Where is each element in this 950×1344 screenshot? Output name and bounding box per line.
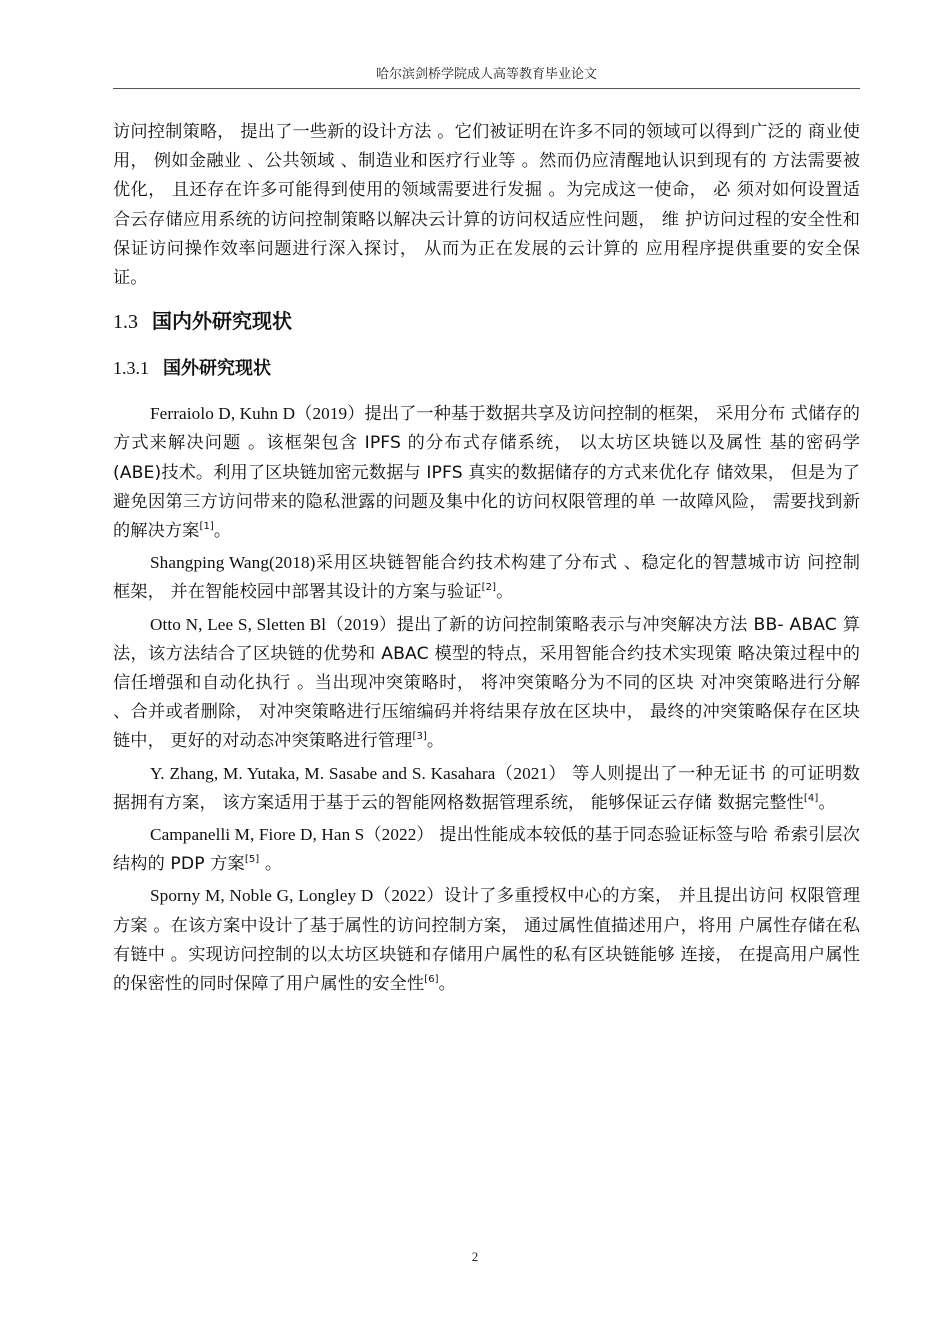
body-paragraph: [113, 548, 860, 607]
citation-marker: [2]: [481, 582, 497, 594]
paragraph-end: 。: [213, 521, 232, 542]
body-paragraph: [113, 759, 860, 818]
paragraph-authors: Otto N, Lee S, Sletten Bl（2019）: [150, 614, 397, 634]
citation-marker: [3]: [412, 731, 427, 743]
paragraph-text: 采用区块链智能合约技术构建了分布式 、稳定化的智慧城市访 问控制框架， 并在智能校园中部署其设计的方案与验证: [113, 553, 860, 603]
page-number: 2: [471, 1249, 479, 1264]
body-paragraph: [113, 881, 860, 999]
paragraph-text: 提出了新的访问控制策略表示与冲突解决方法 BB- ABAC 算法，该方法结合了区块链的优势和 ABAC 模型的特点，采用智能合约技术实现策 略决策过程中的信任增强和自动化执行 。当出现冲突策略时， 将冲突策略分为不同的区块 对冲突策略进行分解 、合并或者删除， 对冲突策略进行压缩编码并将结果存放在区块中， 最终的冲突策略保存在区块链中， 更好的对动态冲突策略进行管理: [113, 614, 860, 752]
subsection-number: 1.3.1: [113, 358, 149, 379]
paragraph-authors: Y. Zhang, M. Yutaka, M. Sasabe and S. Kasahara（2021）: [150, 763, 567, 783]
citation-marker: [1]: [199, 521, 214, 533]
subsection-heading: [113, 348, 860, 389]
document-body: [113, 118, 860, 999]
paragraph-authors: Sporny M, Noble G, Longley D（2022）: [150, 886, 444, 906]
section-heading: [113, 299, 860, 344]
section-number: 1.3: [113, 311, 138, 334]
paragraph-authors: Shangping Wang(2018): [150, 553, 316, 573]
section-title: 国内外研究现状: [152, 309, 292, 334]
body-paragraph: [113, 399, 860, 546]
paragraph-text: 设计了多重授权中心的方案， 并且提出访问 权限管理方案 。在该方案中设计了基于属性的访问控制方案， 通过属性值描述用户，将用 户属性存储在私有链中 。实现访问控制的以太坊区块链和存储用户属性的私有区块链能够 连接， 在提高用户属性的保密性的同时保障了用户属性的安全性: [113, 886, 860, 995]
header-title: 哈尔滨剑桥学院成人高等教育毕业论文: [375, 67, 597, 82]
paragraph-text: 提出性能成本较低的基于同态验证标签与哈 希索引层次结构的 PDP 方案: [113, 825, 860, 875]
paragraph-end: 。: [259, 854, 283, 875]
body-paragraph: [113, 820, 860, 879]
paragraph-text: 等人则提出了一种无证书 的可证明数据拥有方案， 该方案适用于基于云的智能网格数据管理系统， 能够保证云存储 数据完整性: [113, 763, 860, 813]
paragraph-authors: Ferraiolo D, Kuhn D（2019）: [150, 404, 365, 424]
paragraph-end: 。: [496, 582, 514, 603]
paragraph-text: 提出了一种基于数据共享及访问控制的框架， 采用分布 式储存的方式来解决问题 。该框架包含 IPFS 的分布式存储系统， 以太坊区块链以及属性 基的密码学(ABE)技术。利用了区块链加密元数据与 IPFS 真实的数据储存的方式来优化存 储效果， 但是为了避免因第三方访问带来的隐私泄露的问题及集中化的访问权限管理的单 一故障风险， 需要找到新的解决方案: [113, 404, 860, 542]
body-paragraph: [113, 610, 860, 757]
paragraph-end: 。: [438, 974, 456, 995]
page-header: [113, 66, 860, 89]
paragraph-end: 。: [818, 792, 836, 813]
intro-paragraph: 访问控制策略， 提出了一些新的设计方法 。它们被证明在许多不同的领域可以得到广泛的 商业使用， 例如金融业 、公共领域 、制造业和医疗行业等 。然而仍应清醒地认识到现有的 方法需要被优化， 且还存在许多可能得到使用的领域需要进行发掘 。为完成这一使命， 必 须对如何设置适合云存储应用系统的访问控制策略以解决云计算的访问权适应性问题， 维 护访问过程的安全性和保证访问操作效率问题进行深入探讨， 从而为正在发展的云计算的 应用程序提供重要的安全保证。: [113, 122, 860, 289]
citation-marker: [4]: [803, 792, 819, 804]
paragraph-end: 。: [426, 731, 445, 752]
citation-marker: [5]: [244, 854, 260, 866]
subsection-title: 国外研究现状: [163, 358, 271, 380]
paragraph-authors: Campanelli M, Fiore D, Han S（2022）: [150, 825, 434, 845]
citation-marker: [6]: [424, 974, 439, 986]
